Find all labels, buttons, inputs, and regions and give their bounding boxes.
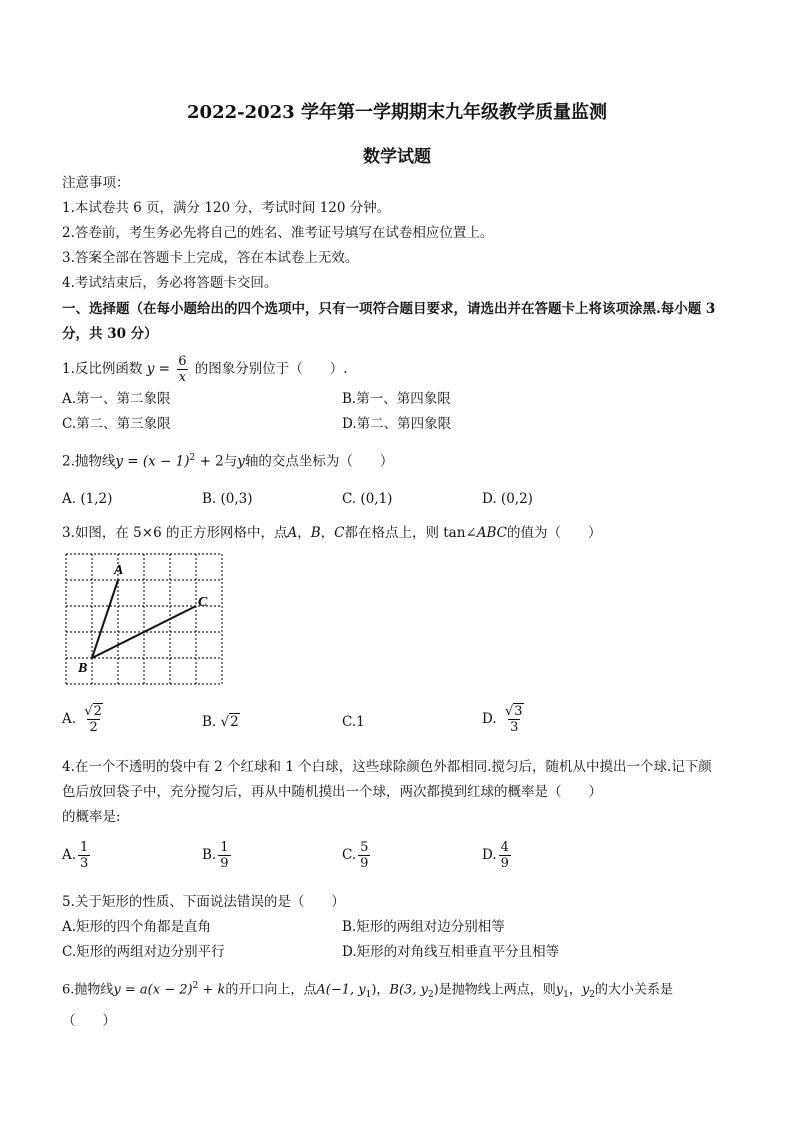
q2-option-a[interactable]: A. (1,2) xyxy=(62,491,113,507)
q3-option-b[interactable]: B. √2 xyxy=(202,714,239,730)
q3-option-d[interactable]: D. $\frac{√3}{3}$ xyxy=(482,704,528,735)
q2-option-c[interactable]: C. (0,1) xyxy=(342,491,393,507)
section-heading-line1: 一、选择题（在每小题给出的四个选项中，只有一项符合题目要求，请选出并在答题卡上将该项涂黑.每小题 3 xyxy=(62,301,716,317)
question-6-stem: 6.抛物线$y = a(x - 2)^2 + k$的开口向上，点A(−1, $y_1$)，B(3, $y_2$)是抛物线上两点，则$y_1$，$y_2$的大小关系是 xyxy=(62,981,673,1000)
note-item: 4.考试结束后，务必将答题卡交回。 xyxy=(62,275,278,291)
fraction: $\frac{1}{9}$ xyxy=(220,840,229,871)
point-b-label: B xyxy=(78,661,88,676)
question-6-line2: （ ） xyxy=(62,1013,116,1029)
q3-option-c[interactable]: C.1 xyxy=(342,714,365,730)
question-4-line1: 4.在一个不透明的袋中有 2 个红球和 1 个白球，这些球除颜色外都相同.搅匀后，随机从中摸出一个球.记下颜 xyxy=(62,759,712,775)
note-item: 2.答卷前，考生务必先将自己的姓名、准考证号填写在试卷相应位置上。 xyxy=(62,225,494,241)
exam-subtitle: 数学试题 xyxy=(363,147,431,167)
q3-option-a[interactable]: A. $\frac{√2}{2}$ xyxy=(62,704,107,735)
note-item: 3.答案全部在答题卡上完成，答在本试卷上无效。 xyxy=(62,250,359,266)
question-5-stem: 5.关于矩形的性质、下面说法错误的是（ ） xyxy=(62,894,345,910)
point-a-label: A xyxy=(114,563,124,578)
fraction: $\frac{1}{3}$ xyxy=(80,840,89,871)
q1-option-a[interactable]: A.第一、第二象限 xyxy=(62,391,171,407)
grid-lines xyxy=(66,554,222,684)
question-4-line3: 的概率是: xyxy=(62,809,121,825)
question-4-line2: 色后放回袋子中，充分搅匀后，再从中随机摸出一个球，两次都摸到红球的概率是（ ） xyxy=(62,784,602,800)
question-2-stem: 2.抛物线$y = (x - 1)^2 + 2$与y轴的交点坐标为（ ） xyxy=(62,453,394,470)
q5-option-a[interactable]: A.矩形的四个角都是直角 xyxy=(62,919,212,935)
q1-option-c[interactable]: C.第二、第三象限 xyxy=(62,416,171,432)
fraction: $\frac{√2}{2}$ xyxy=(84,704,102,735)
fraction: $\frac{5}{9}$ xyxy=(360,840,369,871)
section-heading-line2: 分，共 30 分） xyxy=(62,326,158,342)
point-c-label: C xyxy=(198,595,208,610)
exam-title: 2022-2023 学年第一学期期末九年级教学质量监测 xyxy=(187,102,607,123)
q5-option-b[interactable]: B.矩形的两组对边分别相等 xyxy=(342,919,505,935)
q4-option-c[interactable]: C. $\frac{5}{9}$ xyxy=(342,840,369,871)
fraction: $\frac{6}{x}$ xyxy=(178,354,187,385)
q2-option-d[interactable]: D. (0,2) xyxy=(482,491,533,507)
q4-option-a[interactable]: A. $\frac{1}{3}$ xyxy=(62,840,89,871)
notes-heading: 注意事项： xyxy=(62,175,130,191)
grid-figure xyxy=(64,552,224,688)
fraction: $\frac{4}{9}$ xyxy=(500,840,509,871)
q4-option-b[interactable]: B. $\frac{1}{9}$ xyxy=(202,840,229,871)
fraction: $\frac{√3}{3}$ xyxy=(504,704,523,735)
note-item: 1.本试卷共 6 页，满分 120 分，考试时间 120 分钟。 xyxy=(62,200,391,216)
q5-option-d[interactable]: D.矩形的对角线互相垂直平分且相等 xyxy=(342,944,560,960)
question-1-stem: 1.反比例函数 y = $\frac{6}{x}$ 的图象分别位于（ ）. xyxy=(62,354,348,385)
q1-option-d[interactable]: D.第二、第四象限 xyxy=(342,416,452,432)
q5-option-c[interactable]: C.矩形的两组对边分别平行 xyxy=(62,944,225,960)
q4-option-d[interactable]: D. $\frac{4}{9}$ xyxy=(482,840,509,871)
question-3-stem: 3.如图，在 5×6 的正方形网格中，点A，B，C都在格点上，则 tan∠ABC的值为（ ） xyxy=(62,525,602,541)
q2-option-b[interactable]: B. (0,3) xyxy=(202,491,253,507)
q1-option-b[interactable]: B.第一、第四象限 xyxy=(342,391,451,407)
